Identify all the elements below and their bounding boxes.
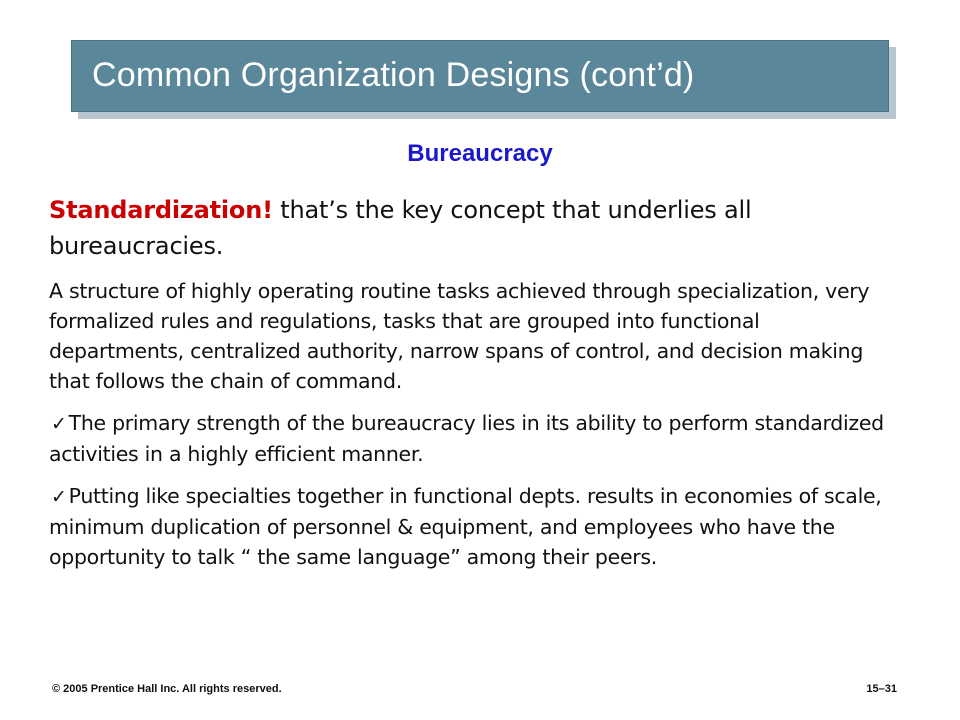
lead-statement — [49, 192, 899, 264]
slide-title: Common Organization Designs (cont’d) — [92, 56, 695, 94]
lead-rest: that’s the key concept that underlies all bureaucracies. — [49, 196, 752, 260]
definition-paragraph: A structure of highly operating routine tasks achieved through specialization, very formalized rules and regulations, tasks that are grouped into functional departments, centralized authority, narrow spans of control, and decision making that follows the chain of command. — [49, 279, 870, 393]
title-bar — [71, 40, 889, 112]
checkmark-icon: ✓ — [51, 486, 67, 508]
lead-emphasis: Standardization! — [49, 196, 273, 224]
bullet-text: The primary strength of the bureaucracy lies in its ability to perform standardized activities in a highly efficient manner. — [49, 411, 884, 466]
copyright-notice: © 2005 Prentice Hall Inc. All rights reserved. — [52, 683, 282, 695]
checkmark-icon: ✓ — [51, 413, 67, 435]
bullet-item — [49, 408, 899, 469]
bullet-item — [49, 481, 899, 572]
slide-body — [49, 192, 899, 584]
bullet-text: Putting like specialties together in functional depts. results in economies of scale, minimum duplication of personnel & equipment, and employees who have the opportunity to talk “ the same language” among their peers. — [49, 484, 882, 569]
slide-subtitle: Bureaucracy — [407, 140, 553, 167]
page-number: 15–31 — [866, 683, 897, 695]
